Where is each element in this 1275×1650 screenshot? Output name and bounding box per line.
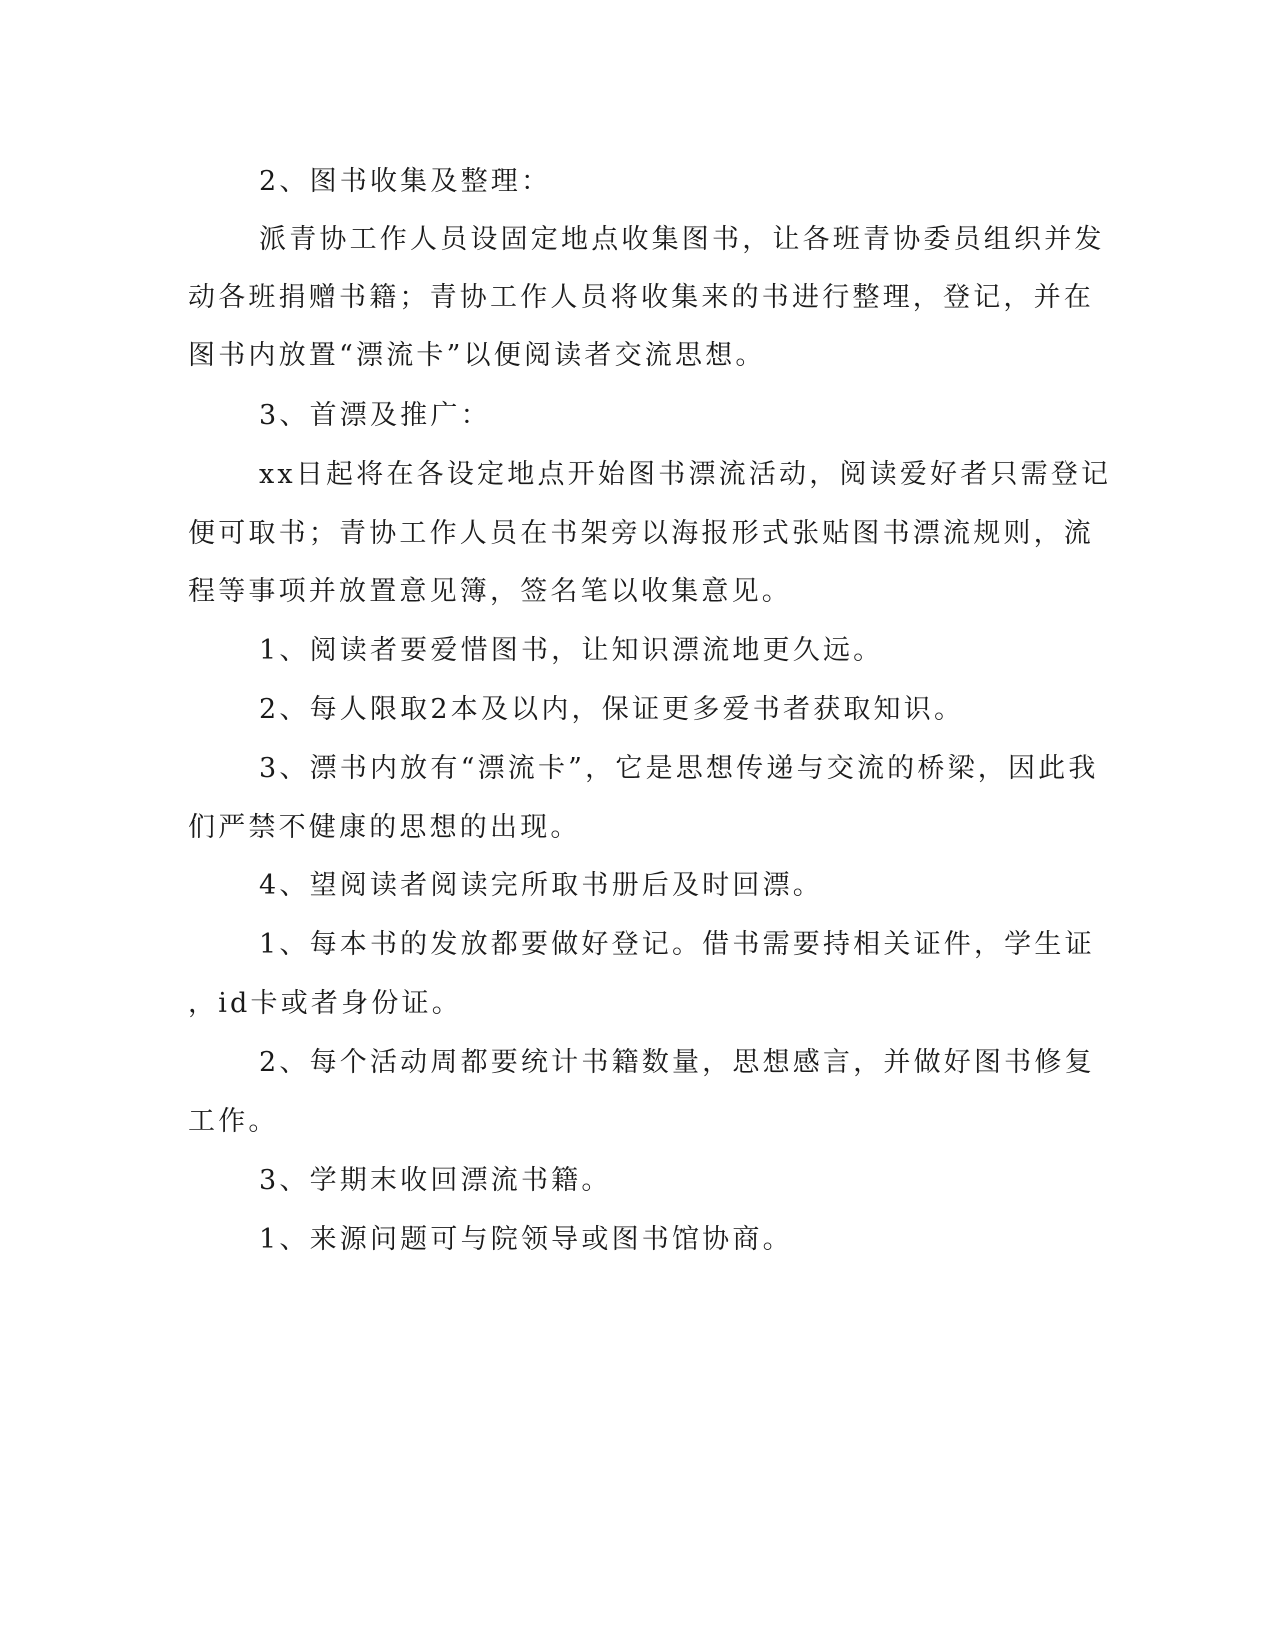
list-item: 2、每个活动周都要统计书籍数量，思想感言，并做好图书修复	[259, 1047, 1095, 1078]
paragraph-line: 便可取书；青协工作人员在书架旁以海报形式张贴图书漂流规则，流	[188, 518, 1094, 549]
paragraph-line: 程等事项并放置意见簿，签名笔以收集意见。	[188, 576, 792, 607]
list-item-continuation: 工作。	[188, 1106, 279, 1137]
section-heading-first-drift: 3、首漂及推广：	[259, 400, 491, 431]
paragraph-line: xx日起将在各设定地点开始图书漂流活动，阅读爱好者只需登记	[259, 459, 1112, 490]
list-item: 1、每本书的发放都要做好登记。借书需要持相关证件，学生证	[259, 929, 1095, 960]
list-item: 4、望阅读者阅读完所取书册后及时回漂。	[259, 870, 823, 901]
paragraph-line: 图书内放置“漂流卡”以便阅读者交流思想。	[188, 340, 766, 371]
section-heading-book-collection: 2、图书收集及整理：	[259, 166, 552, 197]
list-item-continuation: 们严禁不健康的思想的出现。	[188, 812, 581, 843]
list-item: 3、漂书内放有“漂流卡”，它是思想传递与交流的桥梁，因此我	[259, 753, 1099, 784]
list-item: 3、学期末收回漂流书籍。	[259, 1165, 612, 1196]
list-item: 1、阅读者要爱惜图书，让知识漂流地更久远。	[259, 635, 884, 666]
list-item-continuation: ，id卡或者身份证。	[188, 988, 462, 1019]
list-item: 1、来源问题可与院领导或图书馆协商。	[259, 1224, 793, 1255]
paragraph-line: 派青协工作人员设固定地点收集图书，让各班青协委员组织并发	[259, 224, 1105, 255]
paragraph-line: 动各班捐赠书籍；青协工作人员将收集来的书进行整理，登记，并在	[188, 282, 1094, 313]
list-item: 2、每人限取2本及以内，保证更多爱书者获取知识。	[259, 694, 965, 725]
